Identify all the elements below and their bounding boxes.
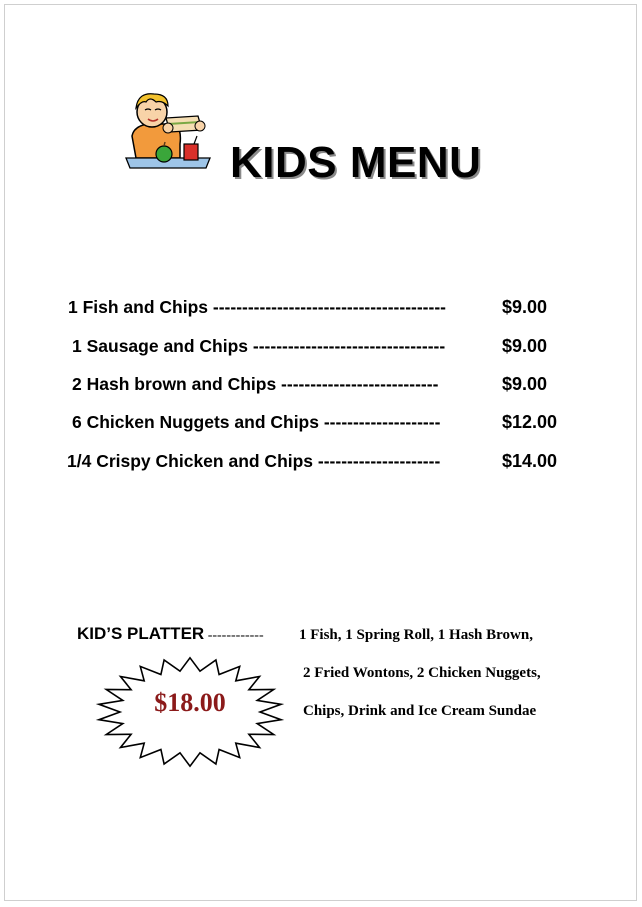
menu-item-price: $9.00 [502, 336, 548, 356]
menu-item [0, 412, 640, 438]
boy-eating-sandwich-icon [122, 88, 214, 180]
menu-item-name: 1/4 Crispy Chicken and Chips --------------------- [67, 451, 441, 471]
menu-item-name: 1 Sausage and Chips --------------------------------- [72, 336, 446, 356]
menu-item [0, 451, 640, 477]
platter-description-line: 1 Fish, 1 Spring Roll, 1 Hash Brown, [299, 627, 533, 643]
platter-description-line: 2 Fried Wontons, 2 Chicken Nuggets, [303, 665, 541, 681]
platter-label: KID’S PLATTER [77, 624, 205, 643]
platter-description-line: Chips, Drink and Ice Cream Sundae [303, 703, 537, 719]
menu-item [0, 297, 640, 323]
menu-item-price: $12.00 [502, 412, 558, 432]
platter-price: $18.00 [154, 688, 226, 717]
menu-item-price: $14.00 [502, 451, 558, 471]
menu-item [0, 374, 640, 400]
menu-item-price: $9.00 [502, 374, 548, 394]
menu-item-name: 2 Hash brown and Chips --------------------------- [72, 374, 439, 394]
platter-dash: ------------ [204, 628, 264, 643]
menu-item [0, 336, 640, 362]
menu-item-name: 1 Fish and Chips ---------------------------------------- [68, 297, 446, 317]
menu-item-name: 6 Chicken Nuggets and Chips -------------------- [72, 412, 441, 432]
menu-item-price: $9.00 [502, 297, 548, 317]
page-title: KIDS MENU [230, 138, 482, 187]
platter-heading [77, 624, 264, 644]
